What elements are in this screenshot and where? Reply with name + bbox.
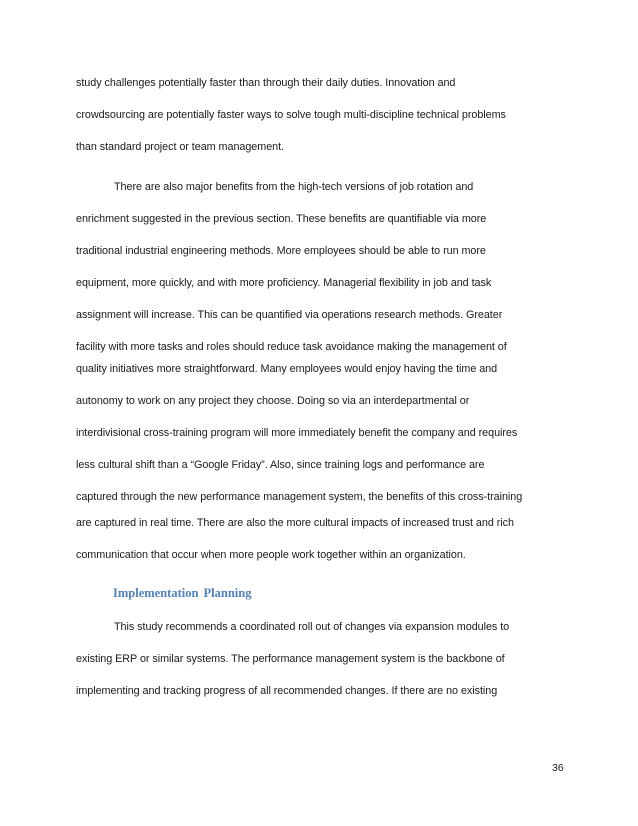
paragraph-2-line-10: less cultural shift than a “Google Friday”. Also, since training logs and performance are [76, 459, 485, 471]
paragraph-2-line-5: assignment will increase. This can be quantified via operations research methods. Greater [76, 309, 503, 321]
paragraph-2-line-6: facility with more tasks and roles should reduce task avoidance making the management of [76, 341, 507, 353]
paragraph-3-line-3: implementing and tracking progress of all recommended changes. If there are no existing [76, 685, 498, 697]
paragraph-2-line-7: quality initiatives more straightforward. Many employees would enjoy having the time and [76, 363, 498, 375]
page-number: 36 [552, 762, 564, 774]
paragraph-2-line-12: are captured in real time. There are also the more cultural impacts of increased trust and rich [76, 517, 514, 529]
paragraph-2-line-13: communication that occur when more people work together within an organization. [76, 549, 466, 561]
paragraph-2-line-8: autonomy to work on any project they choose. Doing so via an interdepartmental or [76, 395, 470, 407]
paragraph-2-line-1: There are also major benefits from the high-tech versions of job rotation and [114, 181, 474, 193]
paragraph-2-line-4: equipment, more quickly, and with more proficiency. Managerial flexibility in job and task [76, 277, 492, 289]
paragraph-1-line-2: crowdsourcing are potentially faster ways to solve tough multi-discipline technical problems [76, 109, 506, 121]
paragraph-2-line-2: enrichment suggested in the previous section. These benefits are quantifiable via more [76, 213, 487, 225]
paragraph-3-line-1: This study recommends a coordinated roll out of changes via expansion modules to [114, 621, 510, 633]
paragraph-2-line-11: captured through the new performance management system, the benefits of this cross-training [76, 491, 523, 503]
paragraph-2-line-3: traditional industrial engineering methods. More employees should be able to run more [76, 245, 486, 257]
paragraph-3-line-2: existing ERP or similar systems. The performance management system is the backbone of [76, 653, 505, 665]
paragraph-1-line-3: than standard project or team management. [76, 141, 285, 153]
section-heading: Implementation Planning [113, 586, 252, 600]
paragraph-2-line-9: interdivisional cross-training program will more immediately benefit the company and requires [76, 427, 518, 439]
paragraph-1-line-1: study challenges potentially faster than through their daily duties. Innovation and [76, 77, 456, 89]
